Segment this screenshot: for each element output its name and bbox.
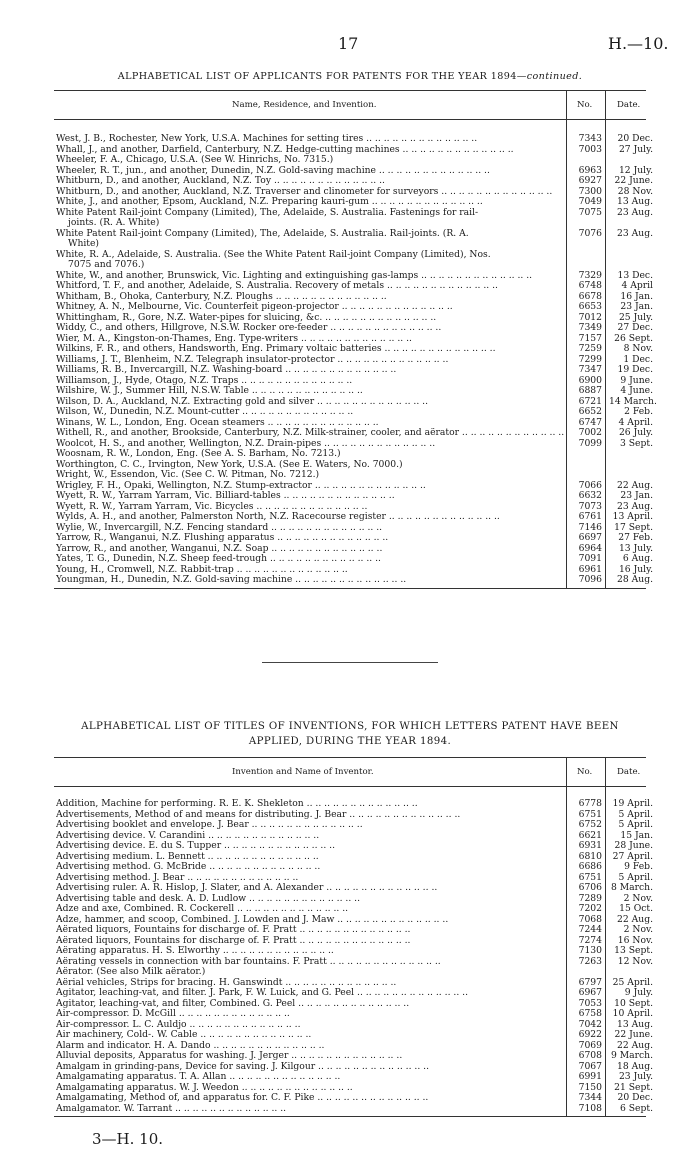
row-text: Advertisements, Method of and means for distributing. J. Bear ..: [56, 810, 567, 821]
table-row: [54, 206, 653, 229]
row-date: 25 July.: [618, 311, 653, 323]
table-row: [54, 798, 653, 810]
row-date: 19 April.: [612, 798, 653, 809]
row-date: 17 Sept.: [614, 521, 653, 533]
row-number: 7073: [578, 500, 602, 512]
table-row: [54, 343, 653, 355]
row-text: Wier, M. A., Kingston-on-Thames, Eng. Type-writers ..: [56, 334, 567, 345]
row-number: 6961: [578, 563, 602, 575]
row-date: 2 Nov.: [623, 892, 653, 904]
row-text: Amalgamating apparatus. T. A. Allan ..: [56, 1072, 567, 1083]
row-text-continued: White): [68, 239, 100, 249]
row-number: 6751: [578, 871, 602, 883]
row-text: Alarm and indicator. H. A. Dando ..: [56, 1041, 567, 1052]
section2-title-line2: APPLIED, DURING THE YEAR 1894.: [248, 736, 452, 747]
row-number: 6752: [578, 819, 602, 830]
row-date: 13 April.: [612, 511, 653, 522]
row-number: 7108: [578, 1102, 602, 1114]
section2-title-line1: ALPHABETICAL LIST OF TITLES OF INVENTIONS, FOR WHICH LETTERS PATENT HAVE BEEN: [81, 721, 619, 732]
row-date: 13 July.: [618, 542, 653, 554]
row-number: 6706: [578, 882, 602, 893]
row-text: Yarrow, R., and another, Wanganui, N.Z. Soap ..: [56, 544, 567, 555]
row-number: 6748: [578, 280, 602, 291]
row-number: 6967: [578, 987, 602, 998]
table-row: [54, 829, 653, 842]
row-number: 7344: [578, 1092, 602, 1103]
table-row: [54, 185, 653, 198]
row-number: 6963: [578, 164, 602, 176]
table-row: [54, 290, 653, 303]
signature-mark: 3—H. 10.: [92, 1130, 164, 1148]
table-row: [54, 406, 653, 418]
row-number: 7075: [578, 206, 602, 218]
table-row: [54, 437, 653, 450]
row-date: 6 Aug.: [622, 553, 653, 564]
table-row: [54, 269, 653, 282]
row-text: Young, H., Cromwell, N.Z. Rabbit-trap ..: [56, 565, 567, 576]
table-row: [54, 987, 653, 999]
row-number: 7076: [578, 227, 602, 239]
row-number: 7067: [578, 1060, 602, 1072]
row-date: 23 Aug.: [617, 227, 653, 239]
table-row: [54, 808, 653, 821]
table-row: [54, 460, 646, 471]
table-row: [54, 353, 653, 366]
row-number: 7150: [578, 1081, 602, 1093]
row-date: 16 July.: [618, 563, 653, 575]
row-number: 7003: [578, 143, 602, 155]
table-row: [54, 385, 653, 397]
section1-title-continued: continued.: [526, 71, 583, 82]
row-number: 6621: [578, 829, 602, 841]
row-number: 7002: [578, 427, 602, 438]
row-date: 13 Sept.: [614, 945, 653, 956]
page-number: 17: [338, 34, 359, 53]
row-number: 7096: [578, 574, 602, 585]
row-date: 23 Aug.: [617, 500, 653, 512]
table-row: [54, 976, 653, 989]
table-row: [54, 427, 653, 439]
row-text: Advertising method. J. Bear ..: [56, 873, 567, 884]
row-text: Worthington, C. C., Irvington, New York, U.S.A. (See E. Waters, No. 7000.): [56, 459, 403, 470]
table-row: [54, 227, 653, 250]
table-row: [54, 1060, 653, 1073]
table-row: [54, 133, 653, 145]
row-number: 7049: [578, 196, 602, 207]
page-reference: H.—10.: [608, 34, 669, 53]
row-date: 26 July.: [618, 427, 653, 438]
table-row: [54, 967, 646, 978]
table-row: [54, 311, 653, 324]
row-text: Wylds, A. H., and another, Palmerston North, N.Z. Racecourse register ..: [56, 512, 567, 523]
table-row: [54, 892, 653, 905]
table-row: [54, 364, 653, 376]
row-number: 7289: [578, 892, 602, 904]
row-text: Aërating vessels in connection with bar fountains. F. Pratt ..: [56, 957, 567, 968]
table-row: [54, 997, 653, 1010]
table-row: [54, 945, 653, 957]
row-text: White, R. A., Adelaide, S. Australia. (See the White Patent Rail-joint Company (Limited), Nos.: [56, 249, 491, 260]
row-text: Whall, J., and another, Darfield, Canterbury, N.Z. Hedge-cutting machines ..: [56, 145, 567, 156]
row-date: 27 Dec.: [617, 322, 653, 333]
row-text: Wilson, W., Dunedin, N.Z. Mount-cutter ..: [56, 407, 567, 418]
row-number: 7146: [578, 521, 602, 533]
row-text: Addition, Machine for performing. R. E. K. Shekleton ..: [56, 799, 567, 810]
row-text: Advertising device. V. Carandini ..: [56, 831, 567, 842]
table-row: [54, 840, 653, 852]
row-date: 4 June.: [620, 385, 653, 396]
table-row: [54, 280, 653, 292]
row-text: Wilshire, W. J., Summer Hill, N.S.W. Table ..: [56, 386, 567, 397]
table-row: [54, 143, 653, 156]
table-row: [54, 819, 653, 831]
row-date: 13 Aug.: [617, 1018, 653, 1030]
table-row: [54, 374, 653, 387]
inventions-table-header: [54, 757, 646, 787]
row-text: Alluvial deposits, Apparatus for washing. J. Jerger ..: [56, 1051, 567, 1062]
row-text: Whittingham, R., Gore, N.Z. Water-pipes for sluicing, &c. ..: [56, 313, 567, 324]
table-row: [54, 1081, 653, 1094]
row-number: 6632: [578, 490, 602, 501]
row-text: Wyett, R. W., Yarram Yarram, Vic. Billiard-tables ..: [56, 491, 567, 502]
table-row: [54, 882, 653, 894]
row-date: 5 April.: [618, 819, 653, 830]
table-row: [54, 175, 653, 187]
row-date: 15 Jan.: [620, 829, 653, 841]
row-text-continued: 7075 and 7076.): [68, 260, 145, 270]
applicants-table-header: [54, 90, 646, 120]
row-date: 21 Sept.: [614, 1081, 653, 1093]
table-row: [54, 574, 653, 586]
row-number: 7274: [578, 934, 602, 946]
row-text: Woosnam, R. W., London, Eng. (See A. S. Barham, No. 7213.): [56, 449, 341, 459]
row-date: 9 March.: [610, 1050, 653, 1061]
row-number: 6922: [578, 1029, 602, 1040]
row-date: 18 Aug.: [617, 1060, 653, 1072]
row-text: Aërated liquors, Fountains for discharge of. F. Pratt ..: [56, 925, 567, 936]
table-row: [54, 1008, 653, 1020]
row-date: 10 Sept.: [614, 997, 653, 1009]
row-date: 22 June.: [614, 1029, 653, 1040]
row-text: Amalgamating, Method of, and apparatus for. C. F. Pike ..: [56, 1093, 567, 1104]
col-header-invention: Invention and Name of Inventor.: [232, 767, 374, 777]
table-row: [54, 164, 653, 177]
table-bottom-rule: [54, 1116, 646, 1117]
table-row: [54, 1071, 653, 1083]
row-number: 6686: [578, 861, 602, 872]
row-number: 6810: [578, 850, 602, 862]
table-row: [54, 871, 653, 884]
row-text: Aërating apparatus. H. S. Elworthy ..: [56, 946, 567, 957]
row-text: Advertising device. E. du S. Tupper ..: [56, 841, 567, 852]
row-date: 26 Sept.: [614, 332, 653, 344]
table-row: [54, 924, 653, 936]
table-row: [54, 301, 653, 313]
row-date: 8 Nov.: [623, 343, 653, 354]
row-text: Advertising medium. L. Bennett ..: [56, 852, 567, 863]
row-text: Wright, W., Essendon, Vic. (See C. W. Pitman, No. 7212.): [56, 470, 320, 480]
row-number: 6778: [578, 798, 602, 809]
row-number: 6927: [578, 175, 602, 186]
row-number: 6797: [578, 976, 602, 988]
row-text: Whitburn, D., and another, Auckland, N.Z. Toy ..: [56, 176, 567, 187]
row-number: 6747: [578, 416, 602, 428]
inventions-table-body: [54, 787, 653, 1117]
table-row: [54, 500, 653, 513]
applicants-table: [54, 90, 657, 589]
row-number: 7347: [578, 364, 602, 375]
row-text: White Patent Rail-joint Company (Limited), The, Adelaide, S. Australia. Rail-joints. (R. A.: [56, 228, 469, 239]
table-row: [54, 913, 653, 926]
row-text: Winans, W. L., London, Eng. Ocean steamers ..: [56, 418, 567, 429]
row-number: 7244: [578, 924, 602, 935]
row-date: 3 Sept.: [620, 437, 653, 449]
row-number: 7066: [578, 479, 602, 491]
row-text: Wheeler, R. T., jun., and another, Dunedin, N.Z. Gold-saving machine ..: [56, 166, 567, 177]
row-date: 8 March.: [610, 882, 653, 893]
table-row: [54, 532, 653, 544]
row-number: 7349: [578, 322, 602, 333]
row-text: Youngman, H., Dunedin, N.Z. Gold-saving machine ..: [56, 575, 567, 586]
row-text: White, W., and another, Brunswick, Vic. Lighting and extinguishing gas-lamps ..: [56, 271, 567, 282]
row-text: Advertising method. G. McBride ..: [56, 862, 567, 873]
row-date: 23 Jan.: [620, 490, 653, 501]
table-row: [54, 511, 653, 523]
table-row: [54, 553, 653, 565]
row-date: 28 Aug.: [617, 574, 653, 585]
row-number: 6931: [578, 840, 602, 851]
section1-title: [0, 70, 700, 83]
row-text: Whitham, B., Ohoka, Canterbury, N.Z. Ploughs ..: [56, 292, 567, 303]
row-text: Advertising ruler. A. R. Hislop, J. Slater, and A. Alexander ..: [56, 883, 567, 894]
row-date: 27 July.: [618, 143, 653, 155]
table-row: [54, 479, 653, 492]
row-text: Wylie, W., Invercargill, N.Z. Fencing standard ..: [56, 523, 567, 534]
row-number: 7300: [578, 185, 602, 197]
row-text: Agitator, leaching-vat, and filter. J. Park, F. W. Luick, and G. Peel ..: [56, 988, 567, 999]
row-text: Yates, T. G., Dunedin, N.Z. Sheep feed-trough ..: [56, 554, 567, 565]
row-date: 5 April.: [618, 871, 653, 883]
row-date: 25 April.: [612, 976, 653, 988]
row-number: 6653: [578, 301, 602, 312]
row-date: 22 Aug.: [617, 1039, 653, 1051]
row-number: 6761: [578, 511, 602, 522]
row-date: 4 April: [621, 280, 653, 291]
table-row: [54, 470, 646, 481]
row-text: Whitney, A. N., Melbourne, Vic. Counterfeit pigeon-projector ..: [56, 302, 567, 313]
row-text-continued: joints. (R. A. White): [68, 218, 160, 228]
row-date: 23 Jan.: [620, 301, 653, 312]
table-row: [54, 1018, 653, 1031]
row-text: Aërator. (See also Milk aërator.): [56, 967, 206, 977]
row-date: 2 Feb.: [624, 406, 653, 417]
row-text: Wilson, D. A., Auckland, N.Z. Extracting gold and silver ..: [56, 397, 567, 408]
table-row: [54, 934, 653, 947]
table-row: [54, 332, 653, 345]
section2-title: [0, 719, 700, 749]
table-row: [54, 196, 653, 208]
row-text: Adze, hammer, and scoop, Combined. J. Lowden and J. Maw ..: [56, 915, 567, 926]
table-row: [54, 155, 646, 166]
row-text: Yarrow, R., Wanganui, N.Z. Flushing apparatus ..: [56, 533, 567, 544]
row-number: 7042: [578, 1018, 602, 1030]
row-date: 15 Oct.: [619, 903, 653, 914]
row-text: Advertising booklet and envelope. J. Bear ..: [56, 820, 567, 831]
row-date: 28 June.: [614, 840, 653, 851]
table-row: [54, 955, 653, 968]
row-text: Aërated liquors, Fountains for discharge of. F. Pratt ..: [56, 936, 567, 947]
inventions-table: [54, 757, 653, 1117]
row-date: 20 Dec.: [617, 1092, 653, 1103]
row-text: Amalgamating apparatus. W. J. Weedon ..: [56, 1083, 567, 1094]
table-row: [54, 563, 653, 576]
row-text: Williams, R. B., Invercargill, N.Z. Washing-board ..: [56, 365, 567, 376]
row-text: Amalgam in grinding-pans, Device for saving. J. Kilgour ..: [56, 1062, 567, 1073]
row-text: White Patent Rail-joint Company (Limited), The, Adelaide, S. Australia. Fastenings for rail-: [56, 207, 479, 218]
row-number: 7329: [578, 269, 602, 281]
row-date: 10 April.: [612, 1008, 653, 1019]
table-row: [54, 1102, 653, 1115]
col-header-name: Name, Residence, and Invention.: [232, 100, 377, 110]
row-number: 6900: [578, 374, 602, 386]
row-text: Amalgamator. W. Tarrant ..: [56, 1104, 567, 1115]
row-date: 23 Aug.: [617, 206, 653, 218]
row-number: 7091: [578, 553, 602, 564]
row-number: 6697: [578, 532, 602, 543]
table-row: [54, 395, 657, 408]
row-date: 28 Nov.: [617, 185, 653, 197]
row-text: Widdy, C., and others, Hillgrove, N.S.W. Rocker ore-feeder ..: [56, 323, 567, 334]
row-number: 7343: [578, 133, 602, 144]
row-text: Agitator, leaching-vat, and filter, Combined. G. Peel ..: [56, 999, 567, 1010]
table-row: [54, 521, 653, 534]
row-number: 7263: [578, 955, 602, 967]
row-date: 12 Nov.: [617, 955, 653, 967]
row-text: Aërial vehicles, Strips for bracing. H. Ganswindt ..: [56, 978, 567, 989]
row-date: 9 July.: [624, 987, 653, 998]
row-text: Withell, R., and another, Brookside, Canterbury, N.Z. Milk-strainer, cooler, and aërator ..: [56, 428, 567, 439]
row-text: Air-compressor. L. C. Auldjo ..: [56, 1020, 567, 1031]
row-number: 7099: [578, 437, 602, 449]
row-number: 6887: [578, 385, 602, 396]
row-number: 7068: [578, 913, 602, 925]
row-number: 7012: [578, 311, 602, 323]
row-number: 6678: [578, 290, 602, 302]
row-number: 6758: [578, 1008, 602, 1019]
row-text: Whitford, T. F., and another, Adelaide, S. Australia. Recovery of metals ..: [56, 281, 567, 292]
row-text: Woolcot, H. S., and another, Wellington, N.Z. Drain-pipes ..: [56, 439, 567, 450]
row-date: 12 July.: [618, 164, 653, 176]
table-row: [54, 416, 653, 429]
table-row: [54, 1039, 653, 1052]
row-text: West, J. B., Rochester, New York, U.S.A. Machines for setting tires ..: [56, 134, 567, 145]
row-number: 7130: [578, 945, 602, 956]
row-text: Wrigley, F. H., Opaki, Wellington, N.Z. Stump-extractor ..: [56, 481, 567, 492]
row-number: 7053: [578, 997, 602, 1009]
row-text: Air machinery, Cold-. W. Cable ..: [56, 1030, 567, 1041]
row-date: 9 Feb.: [624, 861, 653, 872]
row-number: 6751: [578, 808, 602, 820]
row-date: 6 Sept.: [620, 1102, 653, 1114]
row-date: 5 April.: [618, 808, 653, 820]
row-number: 7299: [578, 353, 602, 365]
row-text: Wilkins, F. R., and others, Handsworth, Eng. Primary voltaic batteries ..: [56, 344, 567, 355]
row-number: 6991: [578, 1071, 602, 1082]
section-divider: [262, 662, 438, 663]
table-row: [54, 1050, 653, 1062]
table-row: [54, 250, 646, 271]
row-date: 1 Dec.: [623, 353, 653, 365]
table-row: [54, 490, 653, 502]
table-row: [54, 861, 653, 873]
row-number: 7069: [578, 1039, 602, 1051]
row-number: 6721: [578, 395, 602, 407]
row-date: 22 Aug.: [617, 479, 653, 491]
row-date: 23 July.: [618, 1071, 653, 1082]
table-bottom-rule: [54, 588, 646, 589]
row-date: 13 Dec.: [617, 269, 653, 281]
row-text: Air-compressor. D. McGill ..: [56, 1009, 567, 1020]
row-date: 22 June.: [614, 175, 653, 186]
col-header-date2: Date.: [617, 767, 641, 777]
row-number: 7202: [578, 903, 602, 914]
row-date: 19 Dec.: [617, 364, 653, 375]
row-date: 22 Aug.: [617, 913, 653, 925]
table-row: [54, 542, 653, 555]
col-header-date: Date.: [617, 100, 641, 110]
row-number: 6652: [578, 406, 602, 417]
row-number: 6964: [578, 542, 602, 554]
row-date: 2 Nov.: [623, 924, 653, 935]
col-header-no2: No.: [577, 767, 593, 777]
col-header-no: No.: [577, 100, 593, 110]
row-text: Adze and axe, Combined. R. Cockerell ..: [56, 904, 567, 915]
table-row: [54, 1092, 653, 1104]
row-date: 13 Aug.: [617, 196, 653, 207]
row-date: 27 April.: [612, 850, 653, 862]
row-text: Wyett, R. W., Yarram Yarram, Vic. Bicycles ..: [56, 502, 567, 513]
row-date: 27 Feb.: [618, 532, 653, 543]
row-date: 9 June.: [620, 374, 653, 386]
applicants-table-body: [54, 120, 657, 589]
row-date: 16 Nov.: [617, 934, 653, 946]
row-text: Williams, J. T., Blenheim, N.Z. Telegraph insulator-protector ..: [56, 355, 567, 366]
row-date: 14 March.: [609, 395, 657, 407]
row-text: Whitburn, D., and another, Auckland, N.Z. Traverser and clinometer for surveyors ..: [56, 187, 567, 198]
table-row: [54, 1029, 653, 1041]
row-date: 4 April.: [618, 416, 653, 428]
row-text: White, J., and another, Epsom, Auckland, N.Z. Preparing kauri-gum ..: [56, 197, 567, 208]
row-number: 6708: [578, 1050, 602, 1061]
table-row: [54, 449, 646, 460]
row-text: Williamson, J., Hyde, Otago, N.Z. Traps ..: [56, 376, 567, 387]
row-text: Wheeler, F. A., Chicago, U.S.A. (See W. Hinrichs, No. 7315.): [56, 155, 334, 165]
section1-title-text: ALPHABETICAL LIST OF APPLICANTS FOR PATENTS FOR THE YEAR 1894—: [117, 71, 527, 82]
row-number: 7259: [578, 343, 602, 354]
table-row: [54, 903, 653, 915]
row-date: 20 Dec.: [617, 133, 653, 144]
row-number: 7157: [578, 332, 602, 344]
row-date: 16 Jan.: [620, 290, 653, 302]
row-text: Advertising table and desk. A. D. Ludlow ..: [56, 894, 567, 905]
table-row: [54, 322, 653, 334]
table-row: [54, 850, 653, 863]
